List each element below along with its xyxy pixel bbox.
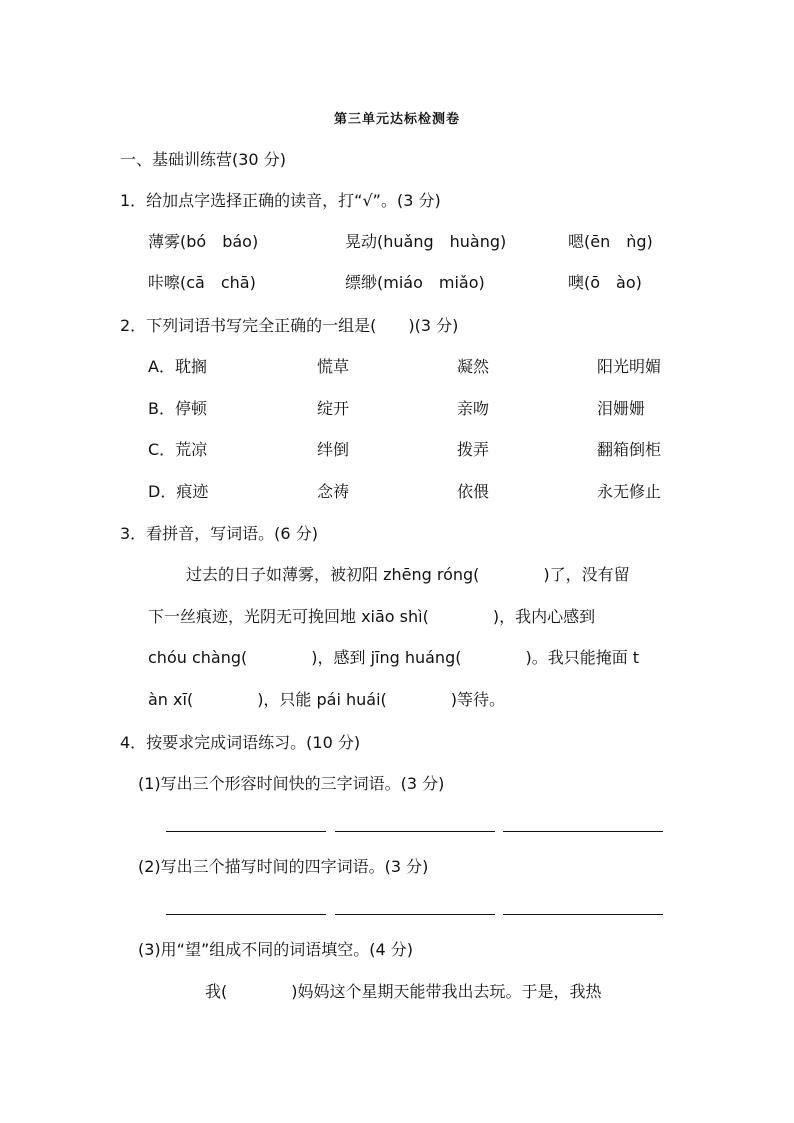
option-c-word-3: 拨弄 (457, 440, 490, 459)
option-a-word-2: 慌草 (317, 357, 350, 376)
option-a-word-4: 阳光明媚 (597, 357, 662, 376)
q3-passage-line-3: chóu chàng( )，感到 jīng huáng( )。我只能掩面 t (148, 648, 640, 667)
q4-subquestion-3: (3)用“望”组成不同的词语填空。(4 分) (138, 940, 413, 959)
option-b-word-4: 泪姗姗 (597, 399, 646, 418)
option-a-word-3: 凝然 (457, 357, 490, 376)
q1-item-4: 咔嚓(cā chā) (148, 273, 256, 292)
answer-line-4[interactable] (166, 914, 326, 915)
q4-subquestion-1: (1)写出三个形容时间快的三字词语。(3 分) (138, 774, 445, 793)
option-d-word-1: D．痕迹 (148, 482, 209, 501)
q1-item-2: 晃动(huǎng huàng) (345, 232, 507, 251)
answer-line-6[interactable] (503, 914, 663, 915)
option-d-word-2: 念祷 (317, 482, 350, 501)
option-d-word-4: 永无修止 (597, 482, 662, 501)
question-2-stem: 2．下列词语书写完全正确的一组是( )(3 分) (120, 316, 459, 335)
question-3-stem: 3．看拼音，写词语。(6 分) (120, 524, 318, 543)
option-c-word-1: C．荒凉 (148, 440, 208, 459)
option-d-word-3: 依偎 (457, 482, 490, 501)
answer-line-3[interactable] (503, 831, 663, 832)
q3-passage-line-4: àn xī( )，只能 pái huái( )等待。 (148, 690, 506, 709)
document-title: 第三单元达标检测卷 (333, 112, 460, 127)
answer-line-5[interactable] (335, 914, 495, 915)
question-4-stem: 4．按要求完成词语练习。(10 分) (120, 733, 361, 752)
q4-sub3-passage: 我( )妈妈这个星期天能带我出去玩。于是，我热 (205, 982, 602, 1001)
option-c-word-2: 绊倒 (317, 440, 350, 459)
q1-item-5: 缥缈(miáo miǎo) (345, 273, 485, 292)
option-b-word-1: B．停顿 (148, 399, 207, 418)
q3-passage-line-2: 下一丝痕迹，光阴无可挽回地 xiāo shì( )，我内心感到 (148, 607, 596, 626)
option-b-word-3: 亲吻 (457, 399, 490, 418)
q1-item-6: 噢(ō ào) (568, 273, 642, 292)
question-1-stem: 1．给加点字选择正确的读音，打“√”。(3 分) (120, 191, 441, 210)
answer-line-1[interactable] (166, 831, 326, 832)
option-c-word-4: 翻箱倒柜 (597, 440, 662, 459)
answer-line-2[interactable] (335, 831, 495, 832)
q1-item-3: 嗯(ēn ǹg) (568, 232, 653, 251)
option-a-word-1: A．耽搁 (148, 357, 207, 376)
q1-item-1: 薄雾(bó báo) (148, 232, 259, 251)
option-b-word-2: 绽开 (317, 399, 350, 418)
section-heading: 一、基础训练营(30 分) (120, 150, 286, 169)
q4-subquestion-2: (2)写出三个描写时间的四字词语。(3 分) (138, 857, 429, 876)
q3-passage-line-1: 过去的日子如薄雾，被初阳 zhēng róng( )了，没有留 (186, 565, 630, 584)
